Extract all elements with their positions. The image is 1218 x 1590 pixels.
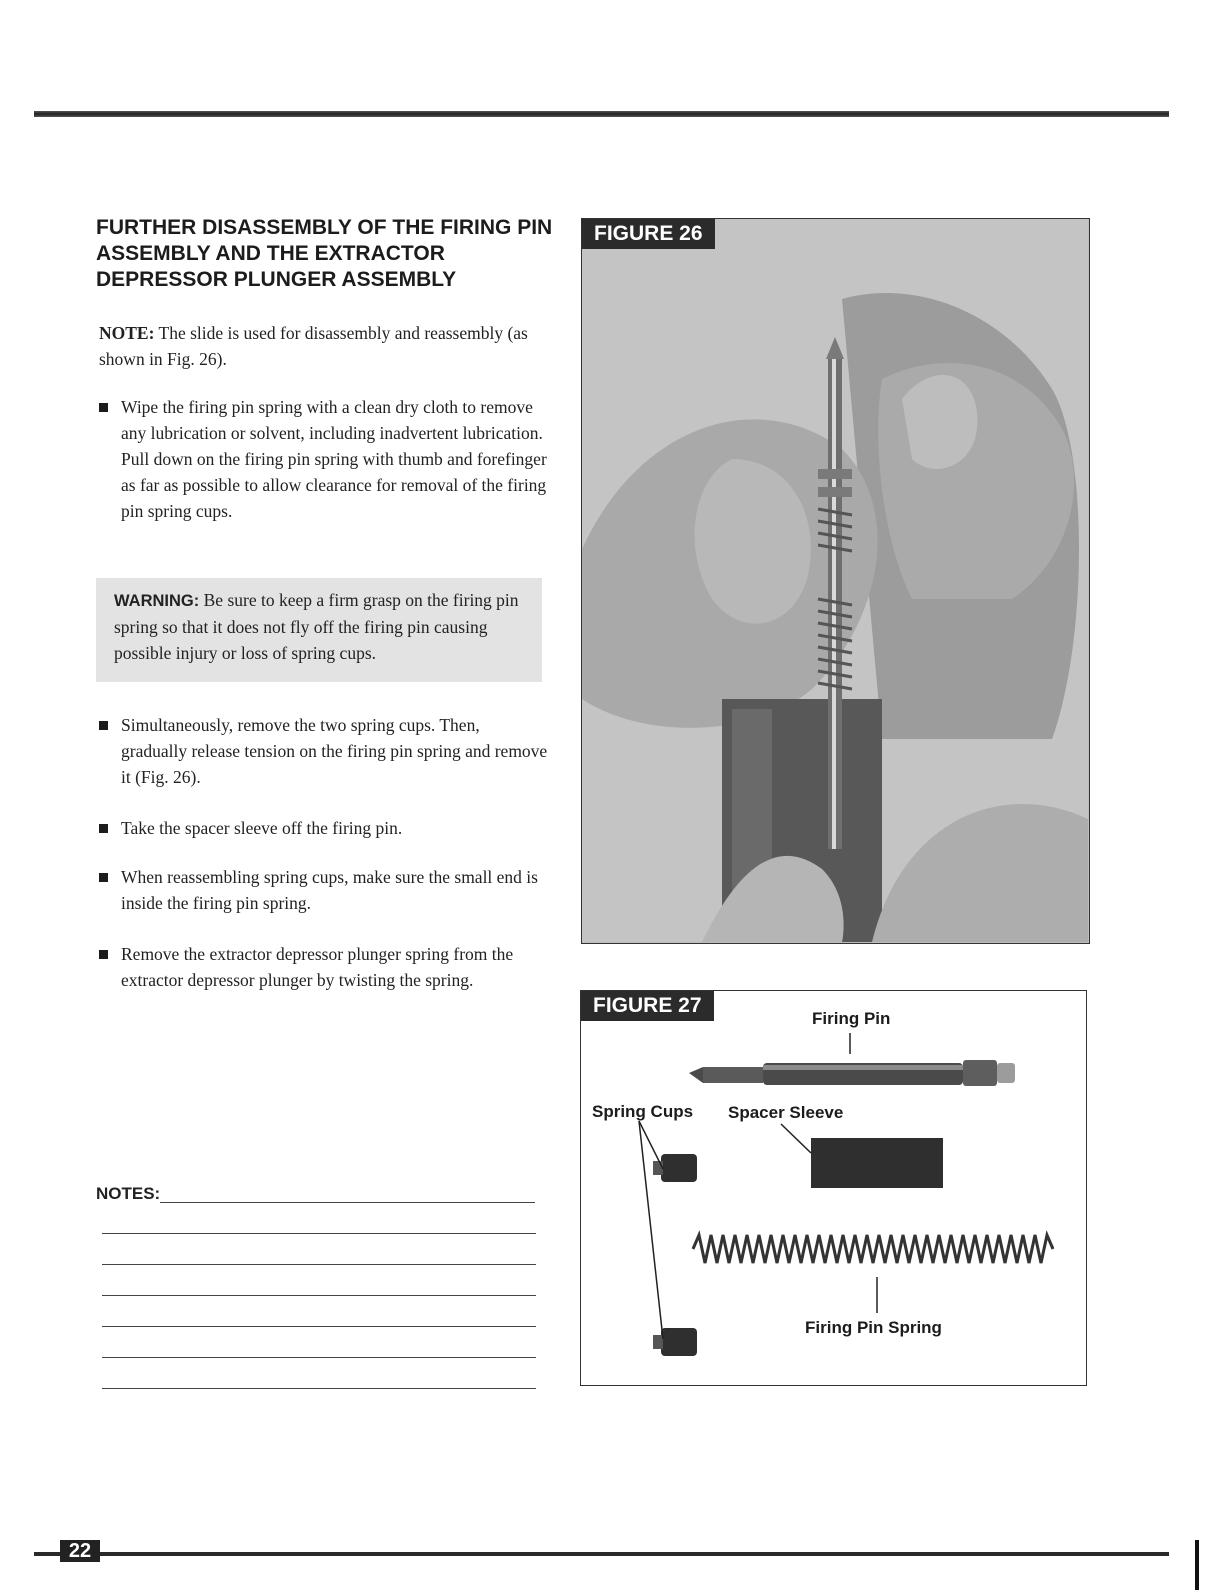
spring-cup-part	[653, 1154, 697, 1182]
bullet-square-icon	[99, 824, 108, 833]
figure-27	[580, 990, 1087, 1386]
figure-27-tag: FIGURE 27	[581, 991, 714, 1021]
step-3	[99, 815, 549, 841]
bullet-square-icon	[99, 721, 108, 730]
notes-line	[102, 1295, 536, 1296]
figure-26-tag: FIGURE 26	[582, 219, 715, 249]
step-text: Remove the extractor depressor plunger spring from the extractor depressor plunger by twisting the spring.	[121, 944, 514, 990]
step-text: Take the spacer sleeve off the firing pin.	[121, 818, 403, 838]
notes-line	[102, 1357, 536, 1358]
step-1	[99, 394, 549, 524]
notes-line	[102, 1233, 536, 1234]
step-text: Wipe the firing pin spring with a clean dry cloth to remove any lubrication or solvent, including inadvertent lubrication. Pull down on the firing pin spring with thumb and forefinger as far as possible to allow clearance for removal of the firing pin spring cups.	[121, 397, 547, 521]
top-rule	[34, 111, 1169, 117]
spring-cup-part	[653, 1328, 697, 1356]
bullet-square-icon	[99, 403, 108, 412]
label-spring-cups: Spring Cups	[592, 1102, 694, 1121]
spacer-sleeve-part	[811, 1138, 943, 1188]
bullet-square-icon	[99, 873, 108, 882]
label-firing-pin: Firing Pin	[812, 1009, 891, 1028]
notes-line	[102, 1326, 536, 1327]
step-4	[99, 864, 549, 916]
page-number: 22	[60, 1540, 100, 1562]
firing-pin-part	[689, 1060, 1015, 1086]
margin-bar	[1195, 1540, 1199, 1590]
bullet-square-icon	[99, 950, 108, 959]
bottom-rule	[34, 1552, 1169, 1556]
warning-box	[96, 578, 542, 682]
figure-26-photo	[582, 219, 1088, 942]
step-text: Simultaneously, remove the two spring cups. Then, gradually release tension on the firing pin spring and remove it (Fig. 26).	[121, 715, 548, 787]
warning-label: WARNING:	[114, 592, 200, 610]
note-label: NOTE:	[99, 323, 155, 343]
figure-26	[581, 218, 1090, 944]
notes-line	[160, 1202, 535, 1203]
section-title: FURTHER DISASSEMBLY OF THE FIRING PIN ASSEMBLY AND THE EXTRACTOR DEPRESSOR PLUNGER ASSEMBLY	[96, 216, 553, 291]
notes-label: NOTES:	[96, 1184, 161, 1203]
step-2	[99, 712, 549, 790]
step-5	[99, 941, 549, 993]
note-paragraph	[99, 320, 549, 372]
label-firing-pin-spring: Firing Pin Spring	[805, 1318, 942, 1337]
label-spacer-sleeve: Spacer Sleeve	[728, 1103, 844, 1122]
note-text: The slide is used for disassembly and reassembly (as shown in Fig. 26).	[99, 323, 528, 369]
firing-pin-spring-part	[693, 1235, 1053, 1263]
step-text: When reassembling spring cups, make sure the small end is inside the firing pin spring.	[121, 867, 538, 913]
warning-text: Be sure to keep a firm grasp on the firing pin spring so that it does not fly off the firing pin causing possible injury or loss of spring cups.	[114, 590, 519, 663]
notes-line	[102, 1264, 536, 1265]
notes-line	[102, 1388, 536, 1389]
